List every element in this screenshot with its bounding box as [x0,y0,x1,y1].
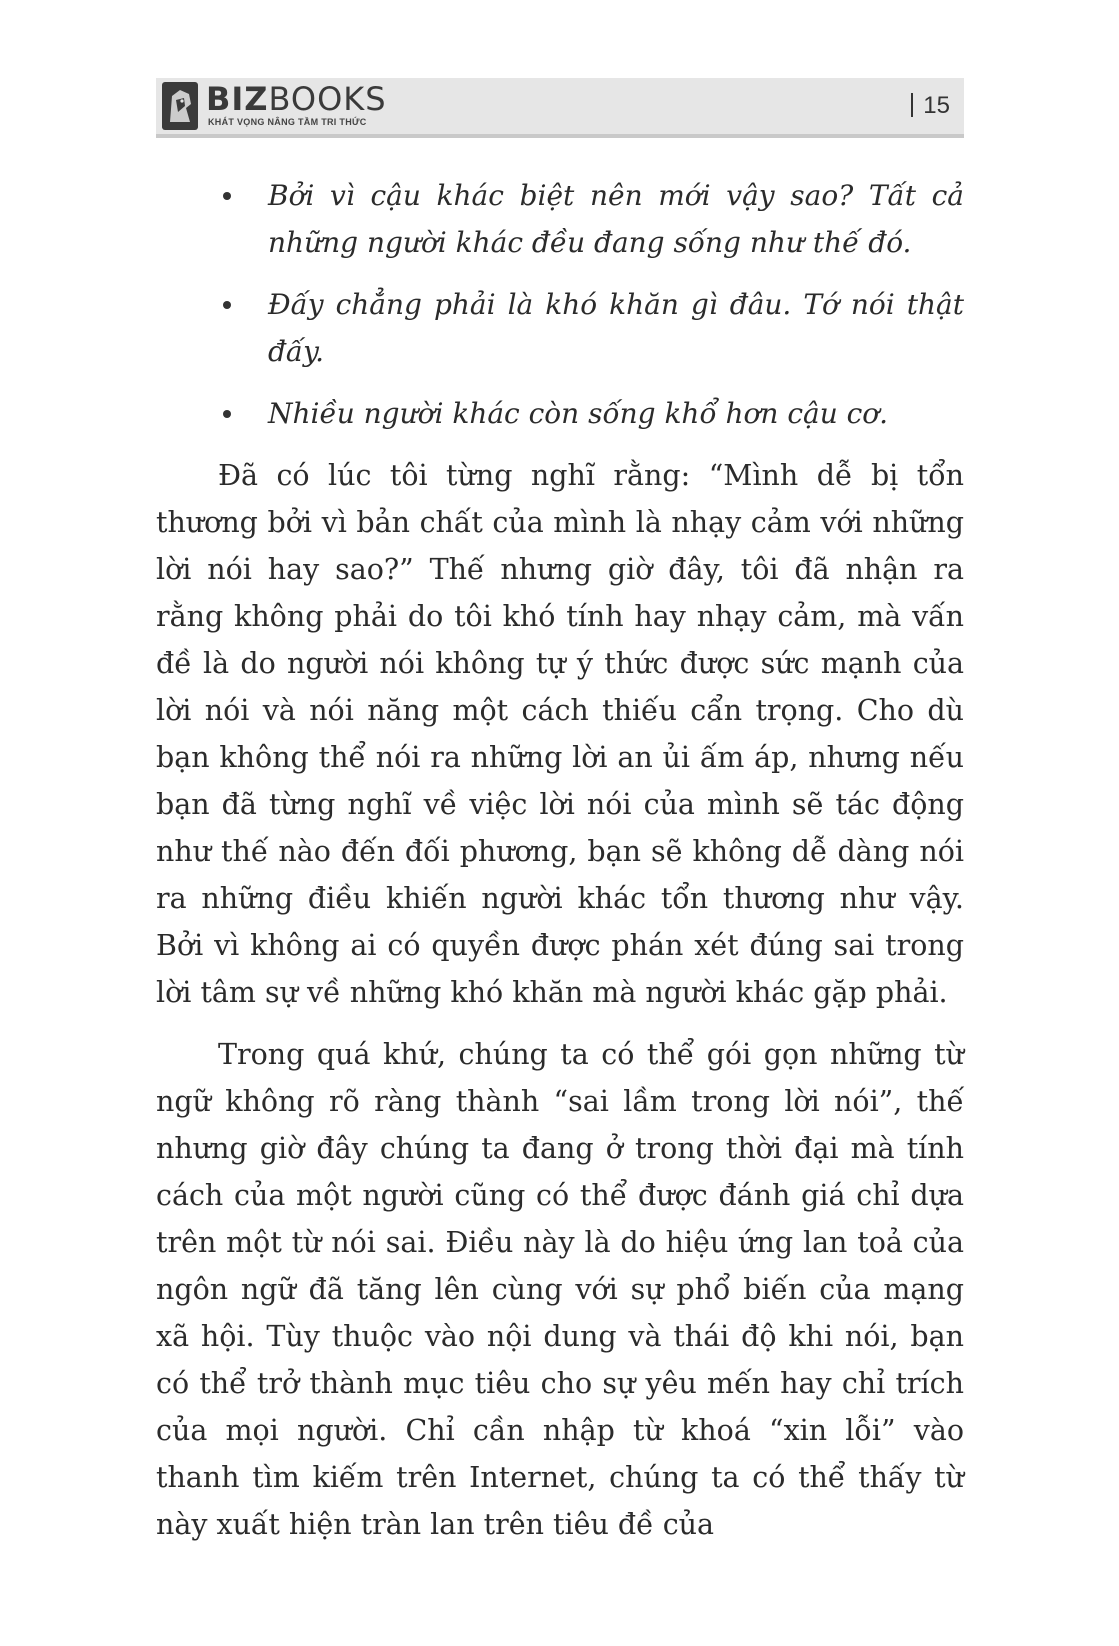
bizbooks-logo-icon [162,82,198,130]
page-body [156,172,964,1563]
page-number-value: 15 [923,92,950,119]
brand-light: BOOKS [268,80,387,118]
brand-tagline: KHÁT VỌNG NÂNG TẦM TRI THỨC [208,117,367,127]
bullet-dot-icon [223,192,231,200]
page-number [911,92,950,120]
body-paragraph: Đã có lúc tôi từng nghĩ rằng: “Mình dễ bị tổn thương bởi vì bản chất của mình là nhạy cảm với những lời nói hay sao?” Thế nhưng giờ đây, tôi đã nhận ra rằng không phải do tôi khó tính hay nhạy cảm, mà vấn đề là do người nói không tự ý thức được sức mạnh của lời nói và nói năng một cách thiếu cẩn trọng. Cho dù bạn không thể nói ra những lời an ủi ấm áp, nhưng nếu bạn đã từng nghĩ về việc lời nói của mình sẽ tác động như thế nào đến đối phương, bạn sẽ không dễ dàng nói ra những điều khiến người khác tổn thương như vậy. Bởi vì không ai có quyền được phán xét đúng sai trong lời tâm sự về những khó khăn mà người khác gặp phải. [156,459,964,1009]
bullet-list [156,172,964,437]
brand-name [206,82,387,116]
bullet-dot-icon [223,301,231,309]
bullet-item [156,390,964,437]
page-header [156,78,964,138]
body-paragraph: Trong quá khứ, chúng ta có thể gói gọn những từ ngữ không rõ ràng thành “sai lầm trong lời nói”, thế nhưng giờ đây chúng ta đang ở trong thời đại mà tính cách của một người cũng có thể được đánh giá chỉ dựa trên một từ nói sai. Điều này là do hiệu ứng lan toả của ngôn ngữ đã tăng lên cùng với sự phổ biến của mạng xã hội. Tùy thuộc vào nội dung và thái độ khi nói, bạn có thể trở thành mục tiêu cho sự yêu mến hay chỉ trích của mọi người. Chỉ cần nhập từ khoá “xin lỗi” vào thanh tìm kiếm trên Internet, chúng ta có thể thấy từ này xuất hiện tràn lan trên tiêu đề của [156,1038,964,1541]
bullet-text: Nhiều người khác còn sống khổ hơn cậu cơ. [268,397,889,430]
bullet-text: Bởi vì cậu khác biệt nên mới vậy sao? Tất cả những người khác đều đang sống như thế đó. [268,179,964,259]
bullet-dot-icon [223,410,231,418]
bullet-item [156,172,964,266]
brand-bold: BIZ [206,80,269,118]
page-number-divider [911,93,913,117]
bullet-text: Đấy chẳng phải là khó khăn gì đâu. Tớ nói thật đấy. [268,288,964,368]
bullet-item [156,281,964,375]
